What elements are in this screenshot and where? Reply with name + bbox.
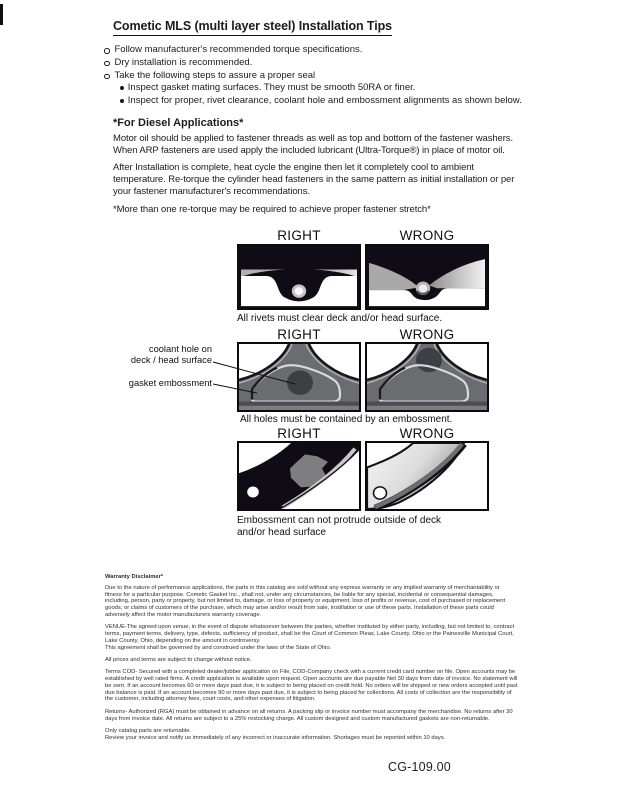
legal-paragraph: Only catalog parts are returnable.	[105, 727, 192, 734]
legal-paragraph: This agreement shall be governed by and construed under the laws of the State of Ohio.	[105, 644, 332, 651]
tip-text: Inspect for proper, rivet clearance, coolant hole and embossment alignments as shown below.	[127, 95, 522, 107]
legal-paragraph: Due to the nature of performance applications, the parts in this catalog are sold without any express warranty or any implied warranty of merchantability or fitness for a particular purpose. Cometic Gasket Inc., shall not, under any circumstances, be liable for any special, incidental or consequential damages, including, person, party or property, but not limited to, damage, or loss of property or equipment, loss of profits or revenue, cost of purchased or replacement goods, or claims of customers of the purchase, which may arise and/or result from sale, instillation or use of these parts. Installation of these parts could adversely affect the motor manufacturers warranty coverage.	[105, 584, 506, 618]
installation-tips-list	[104, 44, 522, 108]
embossment-caption-line1: Embossment can not protrude outside of deck	[237, 515, 442, 526]
legal-paragraph: All prices and terms are subject to change without notice.	[105, 656, 252, 663]
right-label: RIGHT	[277, 426, 321, 441]
warranty-heading: Warranty Disclaimer*	[105, 574, 164, 580]
coolant-hole-label	[105, 344, 212, 366]
list-item	[104, 57, 522, 70]
page-title: Cometic MLS (multi layer steel) Installation Tips	[113, 19, 392, 36]
bullet-circle-icon	[104, 48, 110, 54]
diagram-hole-wrong	[365, 342, 489, 412]
bullet-circle-icon	[104, 74, 110, 80]
legal-paragraph: VENUE-The agreed upon venue, in the event of dispute whatsoever between the parties, whether instituted by either party, including, but not limited to, contract terms, payment terms, delivery, type, defects, sufficiency of product, shall be the Court of Common Pleas, Lake County, Ohio or the Painesville Municipal Court, Lake County, Ohio, depending on the amount in controversy.	[105, 624, 515, 644]
diagram-rivet-right	[237, 244, 361, 310]
hole-wrong-illustration	[367, 344, 487, 410]
embossment-right-illustration	[239, 443, 359, 509]
coolant-hole-label-line1: coolant hole on	[148, 344, 212, 354]
embossment-wrong-illustration	[367, 443, 487, 509]
tip-text: Take the following steps to assure a proper seal	[114, 69, 316, 81]
hole-caption: All holes must be contained by an embossment.	[240, 414, 453, 425]
legal-paragraph: Terms COD- Secured with a completed dealer/jobber application on File, COD-Company check with a current credit card number on file. Open accounts may be established by well rated firms. A credit application is available upon request. Open accounts are due payable Net 30 days from date of invoice. No statement will be sent. If an account becomes 60 or more days past due, it is subject to being placed on credit hold. No orders will be shipped or new orders accepted until past due balance is paid. If an account becomes 90 or more days past due, it is subject to being placed for collections. All costs of collection are the responsibility of the customer, including attorney fees, court costs, and other expenses of litigation.	[105, 669, 518, 703]
list-item	[104, 44, 522, 57]
diagram-rivet-wrong	[365, 244, 489, 310]
bullet-dot-icon	[120, 99, 124, 103]
wrong-label: WRONG	[399, 327, 455, 342]
tip-text: Follow manufacturer's recommended torque specifications.	[114, 44, 363, 55]
legal-paragraph: Review your invoice and notify us immediately of any incorrect or inaccurate information. Shortages must be reported within 10 days.	[105, 734, 446, 741]
rivet-wrong-illustration	[367, 246, 487, 308]
diesel-paragraph: After Installation is complete, heat cycle the engine then let it completely cool to ambient temperature. Re-torque the cylinder head fasteners in the same pattern as initial installation or per your fastener manufacturer's recommendations.	[113, 162, 515, 198]
embossment-caption	[237, 515, 441, 538]
wrong-label: WRONG	[399, 228, 455, 243]
warranty-disclaimer	[105, 574, 518, 747]
rivet-right-illustration	[239, 246, 359, 308]
coolant-hole-label-line2: deck / head surface	[130, 355, 212, 365]
diagram-hole-right	[237, 342, 361, 412]
legal-paragraph: Returns- Authorized (RGA) must be obtained in advance on all returns. A packing slip or invoice number must accompany the merchandise. No returns after 30 days from invoice date. All returns are subject to a 25% restocking charge. All custom designed and custom manufactured gaskets are non-returnable.	[105, 708, 513, 722]
hole-right-illustration	[239, 344, 359, 410]
diagram-embossment-wrong	[365, 441, 489, 511]
scan-artifact	[0, 4, 3, 25]
list-item	[120, 82, 522, 95]
retorque-note: *More than one re-torque may be required to achieve proper fastener stretch*	[113, 204, 431, 215]
wrong-label: WRONG	[399, 426, 455, 441]
diagram-embossment-right	[237, 441, 361, 511]
list-item	[120, 95, 522, 108]
tip-text: Dry installation is recommended.	[114, 56, 253, 68]
diesel-heading: *For Diesel Applications*	[113, 117, 244, 129]
tip-text: Inspect gasket mating surfaces. They must be smooth 50RA or finer.	[127, 82, 416, 94]
diesel-paragraph: Motor oil should be applied to fastener threads as well as top and bottom of the fastener washers. When ARP fasteners are used apply the included lubricant (Ultra-Torque®) in place of motor oil.	[113, 133, 513, 157]
embossment-caption-line2: and/or head surface	[237, 526, 326, 538]
rivet-caption: All rivets must clear deck and/or head surface.	[237, 313, 443, 324]
gasket-embossment-label: gasket embossment	[128, 378, 212, 388]
bullet-circle-icon	[104, 61, 110, 67]
list-item	[104, 70, 522, 83]
right-label: RIGHT	[277, 327, 321, 342]
right-label: RIGHT	[277, 228, 321, 243]
doc-code: CG-109.00	[388, 760, 451, 774]
bullet-dot-icon	[120, 86, 124, 90]
